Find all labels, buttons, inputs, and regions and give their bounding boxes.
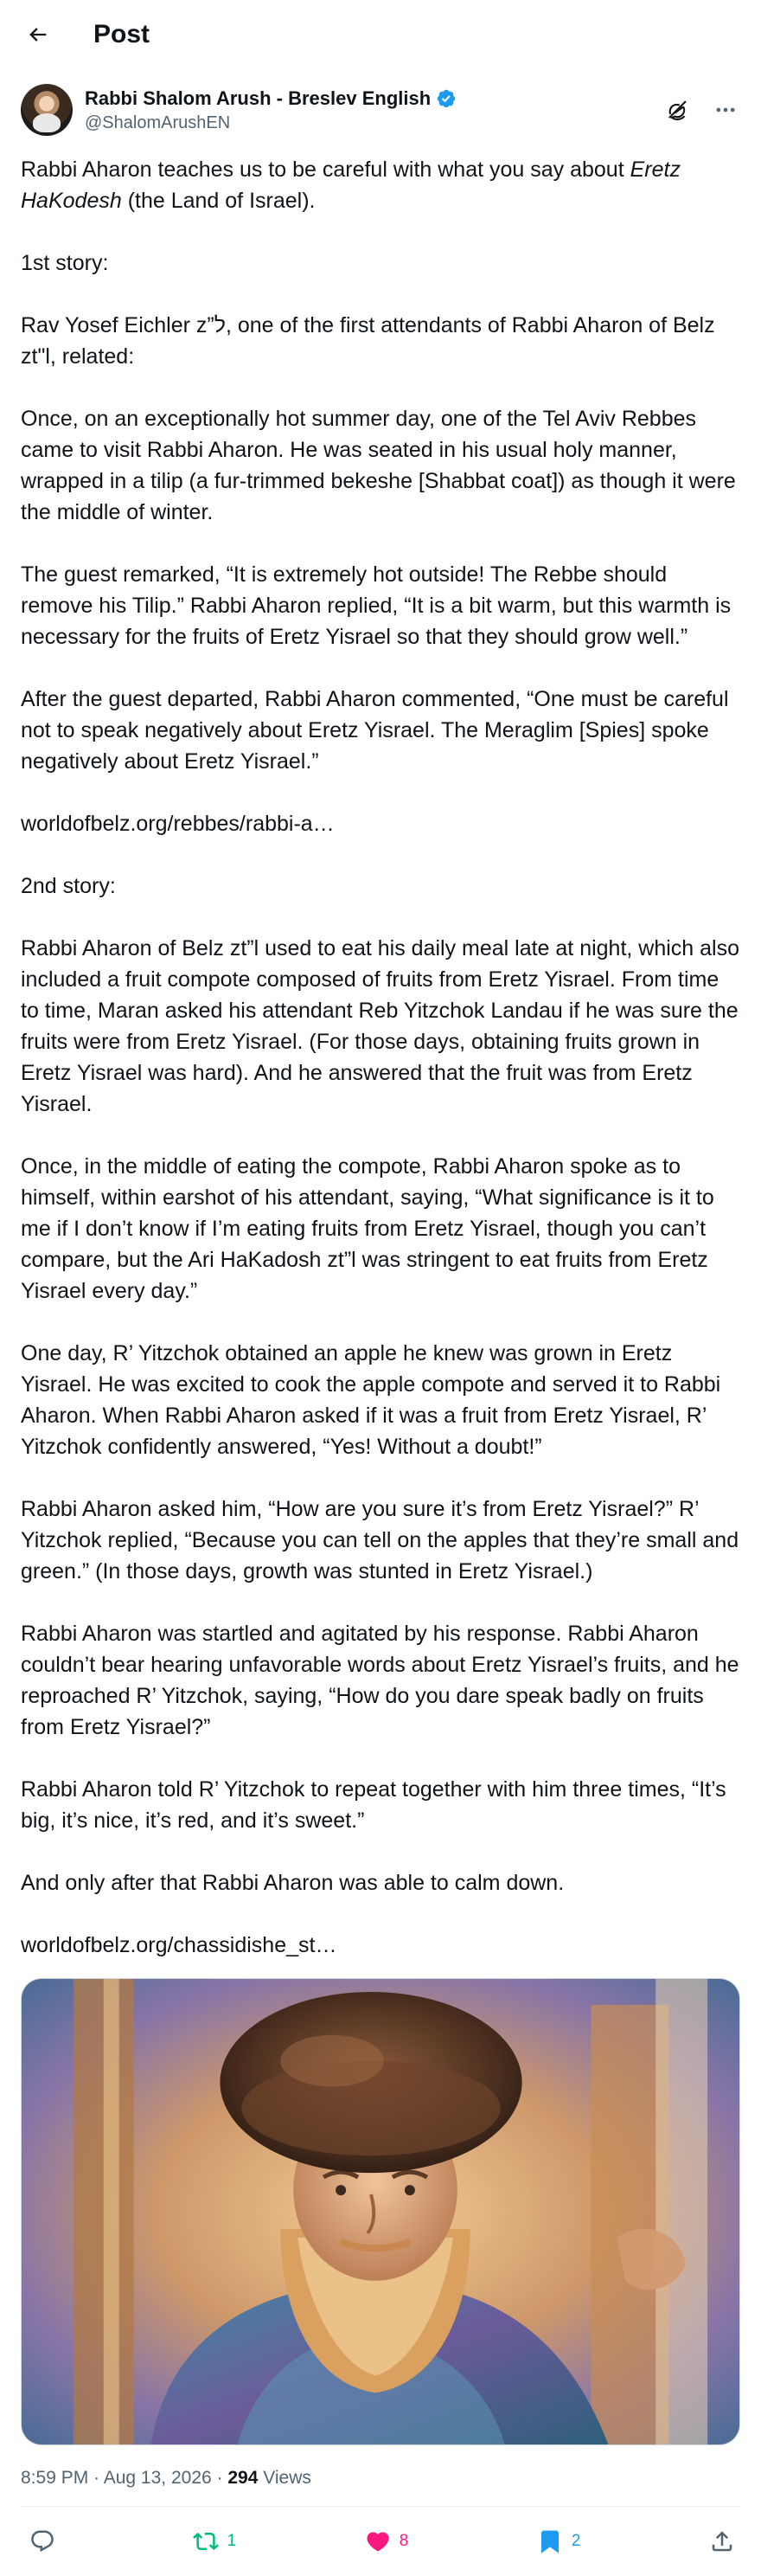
bookmark-filled-icon	[537, 2528, 563, 2554]
author-meta	[85, 87, 662, 133]
action-bar	[0, 2507, 761, 2576]
heart-filled-icon	[365, 2528, 391, 2554]
paragraph: The guest remarked, “It is extremely hot outside! The Rebbe should remove his Tilip.” Rabbi Aharon replied, “It is a bit warm, but this warmth is necessary for the fruits of Eretz Yisrael so that they should grow well.”	[21, 562, 732, 649]
paragraph: Rabbi Aharon teaches us to be careful with what you say about Eretz HaKodesh (the Land of Israel).	[21, 157, 681, 213]
external-link[interactable]: worldofbelz.org/chassidishe_st…	[21, 1933, 337, 1957]
author-handle[interactable]: @ShalomArushEN	[85, 112, 231, 132]
page-title: Post	[93, 20, 150, 48]
author-row	[0, 69, 761, 138]
paragraph: 2nd story:	[21, 874, 116, 898]
grok-button[interactable]	[662, 95, 692, 125]
emphasis-text: Eretz HaKodesh	[21, 157, 681, 213]
grok-icon	[665, 98, 689, 122]
paragraph: Once, in the middle of eating the compote, Rabbi Aharon spoke as to himself, within earshot of his attendant, saying, “What significance is it to me if I don’t know if I’m eating fruits from Eretz Yisrael, though you can’t compare, but the Ari HaKadosh zt”l was stringent to eat fruits from Eretz Yisrael every day.”	[21, 1154, 714, 1303]
views-count: 294	[227, 2468, 259, 2488]
paragraph: 1st story:	[21, 251, 109, 275]
external-link[interactable]: worldofbelz.org/rebbes/rabbi-a…	[21, 812, 335, 836]
bookmark-count: 2	[571, 2532, 581, 2550]
paragraph: Rav Yosef Eichler z”ל, one of the first attendants of Rabbi Aharon of Belz zt"l, related:	[21, 313, 715, 369]
repost-icon	[193, 2528, 219, 2554]
post-date[interactable]: Aug 13, 2026	[103, 2468, 212, 2488]
verified-badge-icon	[436, 88, 457, 109]
watercolor-portrait-image	[22, 1979, 739, 2444]
paragraph: Rabbi Aharon was startled and agitated by his response. Rabbi Aharon couldn’t bear hearing unfavorable words about Eretz Yisrael’s fruits, and he reproached R’ Yitzchok, saying, “How do you dare speak badly on fruits from Eretz Yisrael?”	[21, 1622, 739, 1739]
paragraph: And only after that Rabbi Aharon was able to calm down.	[21, 1871, 565, 1895]
repost-count: 1	[227, 2532, 237, 2550]
paragraph: After the guest departed, Rabbi Aharon commented, “One must be careful not to speak negatively about Eretz Yisrael. The Meraglim [Spies] spoke negatively about Eretz Yisrael.”	[21, 687, 729, 774]
paragraph: Rabbi Aharon of Belz zt”l used to eat his daily meal late at night, which also included a fruit compote composed of fruits from Eretz Yisrael. From time to time, Maran asked his attendant Reb Yitzchok Landau if he was sure the fruits were from Eretz Yisrael. (For those days, obtaining fruits grown in Eretz Yisrael was hard). And he answered that the fruit was from Eretz Yisrael.	[21, 936, 740, 1116]
paragraph: Once, on an exceptionally hot summer day, one of the Tel Aviv Rebbes came to visit Rabbi Aharon. He was seated in his usual holy manner, wrapped in a tilip (a fur-trimmed bekeshe [Shabbat coat]) as though it were the middle of winter.	[21, 407, 736, 524]
views-label: Views	[258, 2468, 311, 2488]
avatar[interactable]	[21, 84, 73, 136]
bookmark-button[interactable]	[537, 2528, 581, 2554]
like-button[interactable]	[365, 2528, 409, 2554]
repost-button[interactable]	[193, 2528, 237, 2554]
share-button[interactable]	[709, 2528, 735, 2554]
reply-icon	[29, 2528, 55, 2554]
post-text	[0, 138, 761, 1961]
paragraph	[21, 808, 740, 839]
more-horizontal-icon	[713, 98, 738, 122]
author-actions	[662, 95, 740, 125]
more-options-button[interactable]	[711, 95, 740, 125]
top-bar	[0, 0, 761, 69]
share-icon	[709, 2528, 735, 2554]
post-meta: 8:59 PM · Aug 13, 2026 · 294 Views	[21, 2468, 311, 2488]
author-name[interactable]: Rabbi Shalom Arush - Breslev English	[85, 87, 432, 109]
paragraph: One day, R’ Yitzchok obtained an apple he knew was grown in Eretz Yisrael. He was excited to cook the apple compote and served it to Rabbi Aharon. When Rabbi Aharon asked if it was a fruit from Eretz Yisrael, R’ Yitzchok confidently answered, “Yes! Without a doubt!”	[21, 1341, 721, 1459]
post-image[interactable]	[21, 1978, 740, 2445]
paragraph: Rabbi Aharon told R’ Yitzchok to repeat together with him three times, “It’s big, it’s nice, it’s red, and it’s sweet.”	[21, 1777, 726, 1833]
post-time[interactable]: 8:59 PM	[21, 2468, 89, 2488]
author-name-line	[85, 87, 662, 110]
reply-button[interactable]	[29, 2528, 64, 2554]
paragraph: Rabbi Aharon asked him, “How are you sure it’s from Eretz Yisrael?” R’ Yitzchok replied, “Because you can tell on the apples that they’re small and green.” (In those days, growth was stunted in Eretz Yisrael.)	[21, 1497, 739, 1584]
paragraph	[21, 1930, 740, 1961]
arrow-left-icon	[26, 22, 50, 47]
back-button[interactable]	[21, 17, 55, 52]
like-count: 8	[399, 2532, 409, 2550]
